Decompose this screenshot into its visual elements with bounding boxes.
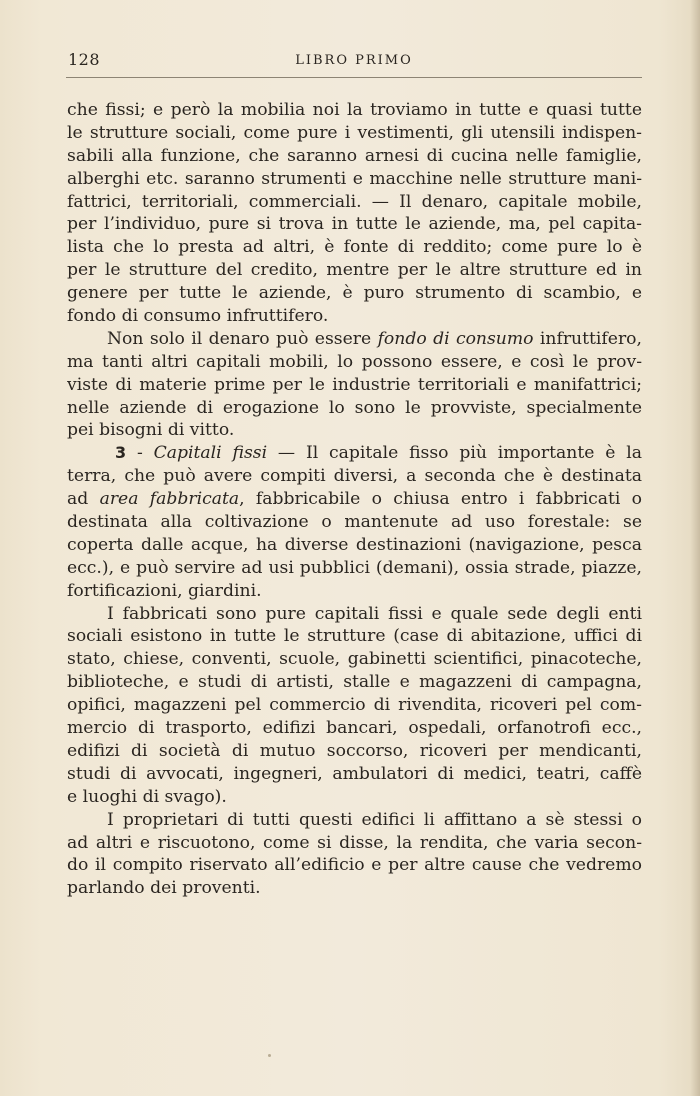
text-segment: sabili alla funzione, che saranno arnesi di cucina nelle famiglie, (67, 145, 642, 166)
italic-phrase: fondo di consumo (377, 328, 534, 349)
text-segment: Non solo il denaro può essere (107, 328, 378, 349)
text-segment: terra, che può avere compiti diversi, a seconda che è destinata (67, 466, 642, 487)
text-line (67, 168, 642, 191)
text-segment: per le strutture del credito, mentre per le altre strutture ed in (67, 260, 642, 281)
text-segment: nelle aziende di erogazione lo sono le provviste, specialmente (67, 397, 642, 418)
text-line (67, 877, 642, 900)
text-line (67, 648, 642, 671)
section-number: 3 (115, 443, 127, 463)
section-title: Capitali fissi (153, 443, 268, 464)
body-text (67, 99, 642, 900)
text-segment: studi di avvocati, ingegneri, ambulatori di medici, teatri, caffè (67, 763, 642, 784)
text-line (67, 122, 642, 145)
text-line (67, 145, 642, 168)
text-line (67, 236, 642, 259)
header-rule (66, 77, 642, 78)
text-line (67, 534, 642, 557)
text-line (67, 740, 642, 763)
paragraph (67, 328, 642, 442)
text-line (67, 328, 642, 351)
text-line (67, 305, 642, 328)
text-segment: ecc.), e può servire ad usi pubblici (demani), ossia strade, piazze, (67, 557, 642, 578)
text-segment: le strutture sociali, come pure i vestimenti, gli utensili indispen- (67, 122, 642, 143)
page-edge-shadow (690, 0, 700, 1096)
text-segment: stato, chiese, conventi, scuole, gabinetti scientifici, pinacoteche, (67, 649, 642, 670)
running-head: LIBRO PRIMO (295, 53, 413, 68)
text-line (67, 809, 642, 832)
text-segment: ad (67, 489, 100, 510)
text-line (67, 465, 642, 488)
text-segment: ad altri e riscuotono, come si disse, la rendita, che varia secon- (67, 832, 642, 853)
paragraph (67, 442, 642, 602)
text-line (67, 442, 642, 465)
text-segment: lista che lo presta ad altri, è fonte di reddito; come pure lo è (67, 237, 642, 258)
text-line (67, 419, 642, 442)
text-segment: infruttifero, (533, 328, 642, 349)
text-line (67, 625, 642, 648)
text-segment: e luoghi di svago). (67, 786, 227, 807)
text-line (67, 374, 642, 397)
text-segment: parlando dei proventi. (67, 878, 261, 899)
text-line (67, 763, 642, 786)
paragraph (67, 603, 642, 809)
text-segment: sociali esistono in tutte le strutture (case di abitazione, uffici di (67, 626, 642, 647)
text-segment: fondo di consumo infruttifero. (67, 306, 329, 327)
text-segment: genere per tutte le aziende, è puro strumento di scambio, e (67, 283, 642, 304)
text-segment: pei bisogni di vitto. (67, 420, 235, 441)
text-line (67, 351, 642, 374)
text-line (67, 259, 642, 282)
text-segment: per l’individuo, pure si trova in tutte le aziende, ma, pel capita- (67, 214, 642, 235)
text-segment: coperta dalle acque, ha diverse destinazioni (navigazione, pesca (67, 534, 642, 555)
text-line (67, 717, 642, 740)
text-segment: destinata alla coltivazione o mantenute ad uso forestale: se (67, 512, 642, 533)
text-segment: — Il capitale fisso più importante è la (267, 443, 642, 464)
text-segment: edifizi di società di mutuo soccorso, ricoveri per mendicanti, (67, 740, 642, 761)
text-line (67, 786, 642, 809)
text-line (67, 488, 642, 511)
page-header (66, 46, 642, 76)
text-segment: biblioteche, e studi di artisti, stalle e magazzeni di campagna, (67, 672, 642, 693)
section-separator: - (126, 443, 154, 464)
text-segment: che fissi; e però la mobilia noi la troviamo in tutte e quasi tutte (67, 100, 642, 120)
text-line (67, 213, 642, 236)
text-line (67, 557, 642, 580)
text-line (67, 671, 642, 694)
text-line (67, 832, 642, 855)
italic-phrase: area fabbricata (99, 489, 240, 510)
page-number: 128 (68, 50, 101, 69)
text-segment: , fabbricabile o chiusa entro i fabbricati o (239, 489, 642, 510)
text-line (67, 854, 642, 877)
paper-speck (268, 1054, 271, 1057)
text-segment: do il compito riservato all’edificio e per altre cause che vedremo (67, 855, 642, 876)
text-line (67, 580, 642, 603)
text-segment: fortificazioni, giardini. (67, 580, 262, 601)
text-line (67, 282, 642, 305)
text-segment: ma tanti altri capitali mobili, lo possono essere, e così le prov- (67, 351, 642, 372)
text-line (67, 694, 642, 717)
text-segment: fattrici, territoriali, commerciali. — Il denaro, capitale mobile, (67, 191, 642, 212)
text-line (67, 511, 642, 534)
text-segment: viste di materie prime per le industrie territoriali e manifattrici; (67, 374, 642, 395)
text-segment: I proprietari di tutti questi edifici li affittano a sè stessi o (107, 809, 642, 830)
text-line (67, 191, 642, 214)
text-line (67, 397, 642, 420)
text-segment: I fabbricati sono pure capitali fissi e quale sede degli enti (107, 603, 642, 624)
text-segment: alberghi etc. saranno strumenti e macchine nelle strutture mani- (67, 168, 642, 189)
text-line (67, 99, 642, 122)
paragraph (67, 99, 642, 328)
text-segment: opifici, magazzeni pel commercio di rivendita, ricoveri pel com- (67, 695, 642, 716)
text-line (67, 603, 642, 626)
paragraph (67, 809, 642, 901)
text-segment: mercio di trasporto, edifizi bancari, ospedali, orfanotrofi ecc., (67, 718, 642, 739)
